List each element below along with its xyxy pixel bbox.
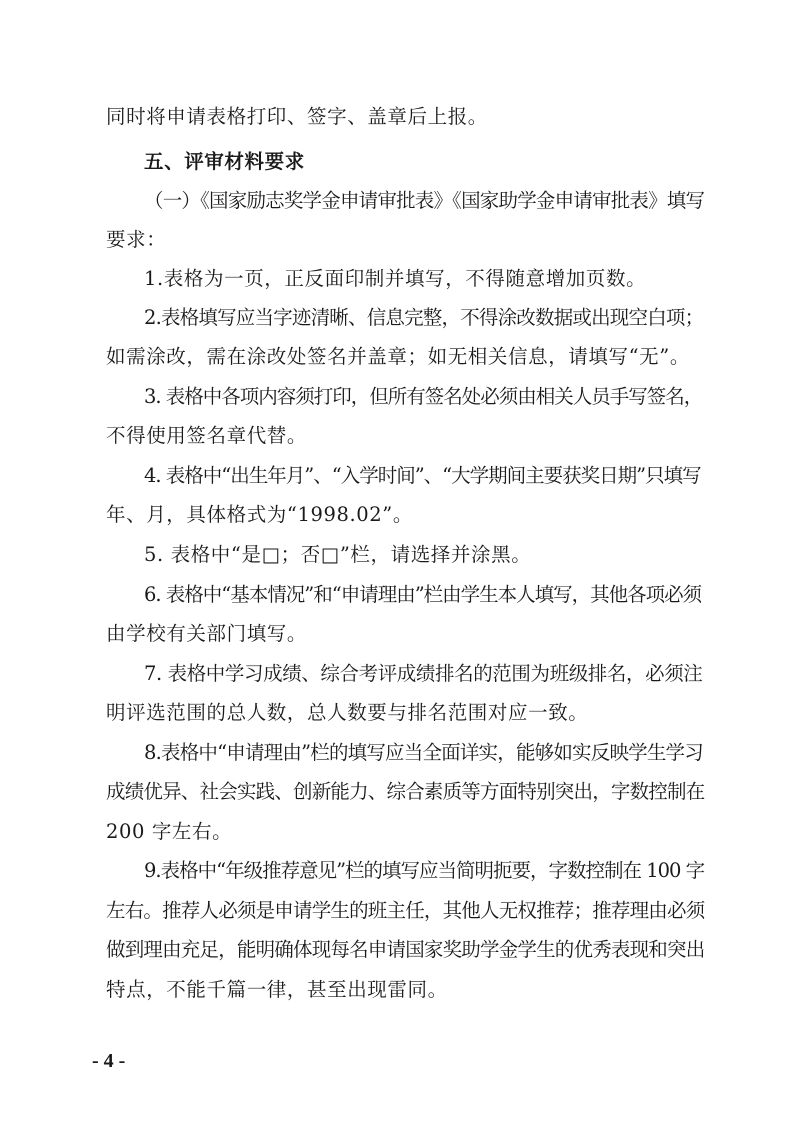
paragraph-line: 成绩优异、社会实践、创新能力、综合素质等方面特别突出，字数控制在 xyxy=(106,780,705,803)
paragraph-line: 要求： xyxy=(106,228,167,251)
paragraph-line: 由学校有关部门填写。 xyxy=(106,622,308,645)
section-heading: 五、评审材料要求 xyxy=(144,150,305,173)
list-item-1: 1.表格为一页，正反面印制并填写，不得随意增加页数。 xyxy=(144,267,647,290)
page-number: - 4 - xyxy=(92,1050,126,1072)
paragraph-line: 200 字左右。 xyxy=(106,820,233,843)
list-item-9: 9.表格中“年级推荐意见”栏的填写应当简明扼要，字数控制在 100 字 xyxy=(144,859,705,882)
list-item-2: 2.表格填写应当字迹清晰、信息完整，不得涂改数据或出现空白项； xyxy=(144,306,704,329)
list-item-6: 6. 表格中“基本情况”和“申请理由”栏由学生本人填写，其他各项必须 xyxy=(144,583,702,606)
paragraph-line: 左右。推荐人必须是申请学生的班主任，其他人无权推荐；推荐理由必须 xyxy=(106,899,705,922)
list-item-8: 8.表格中“申请理由”栏的填写应当全面详实，能够如实反映学生学习 xyxy=(144,741,703,764)
paragraph-line: 如需涂改，需在涂改处签名并盖章；如无相关信息，请填写“无”。 xyxy=(106,345,690,368)
paragraph-line: 明评选范围的总人数，总人数要与排名范围对应一致。 xyxy=(106,701,589,724)
paragraph-line: 同时将申请表格打印、签字、盖章后上报。 xyxy=(106,105,488,128)
list-item-7: 7. 表格中学习成绩、综合考评成绩排名的范围为班级排名，必须注 xyxy=(144,662,703,685)
list-item-5: 5. 表格中“是□；否□”栏，请选择并涂黑。 xyxy=(144,543,532,566)
paragraph-line: 做到理由充足，能明确体现每名申请国家奖助学金学生的优秀表现和突出 xyxy=(106,938,705,961)
paragraph-line: 特点，不能千篇一律，甚至出现雷同。 xyxy=(106,978,448,1001)
subsection-heading: （一）《国家励志奖学金申请审批表》《国家助学金申请审批表》填写 xyxy=(144,189,705,212)
paragraph-line: 年、月，具体格式为“1998.02”。 xyxy=(106,503,413,526)
list-item-4: 4. 表格中“出生年月”、“入学时间”、“大学期间主要获奖日期”只填写 xyxy=(144,464,701,487)
paragraph-line: 不得使用签名章代替。 xyxy=(106,424,308,447)
list-item-3: 3. 表格中各项内容须打印，但所有签名处必须由相关人员手写签名， xyxy=(144,385,703,408)
